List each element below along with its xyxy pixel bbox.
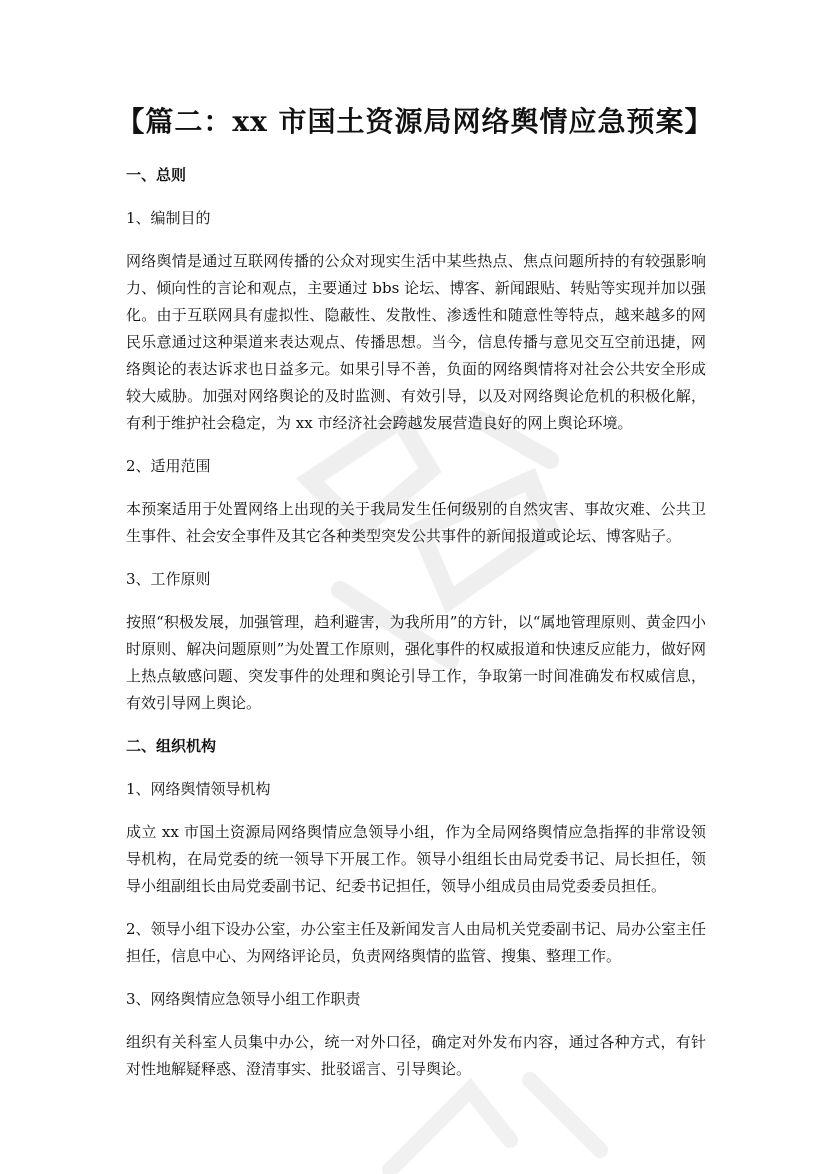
subheading-scope: 2、适用范围 xyxy=(126,457,211,475)
paragraph-principles: 按照“积极发展，加强管理，趋利避害，为我所用”的方针，以“属地管理原则、黄金四小时原则、解决问题原则”为处置工作原则，强化事件的权威报道和快速反应能力，做好网上热点敏感问题、突发事件的处理和舆论引导工作，争取第一时间准确发布权威信息，有效引导网上舆论。 xyxy=(126,613,706,712)
subheading-purpose: 1、编制目的 xyxy=(126,209,211,227)
section-heading-general: 一、总则 xyxy=(126,166,187,184)
subheading-leadership: 1、网络舆情领导机构 xyxy=(126,780,271,798)
paragraph-leadership: 成立 xx 市国土资源局网络舆情应急领导小组，作为全局网络舆情应急指挥的非常设领导机构，在局党委的统一领导下开展工作。领导小组组长由局党委书记、局长担任，领导小组副组长由局党委副书记、纪委书记担任，领导小组成员由局党委委员担任。 xyxy=(126,823,706,895)
paragraph-office: 2、领导小组下设办公室，办公室主任及新闻发言人由局机关党委副书记、局办公室主任担任，信息中心、为网络评论员，负责网络舆情的监管、搜集、整理工作。 xyxy=(126,920,706,965)
document-body xyxy=(126,162,706,1099)
section-heading-organization: 二、组织机构 xyxy=(126,737,217,755)
document-title: 【篇二：xx 市国土资源局网络舆情应急预案】 xyxy=(116,105,714,138)
subheading-principles: 3、工作原则 xyxy=(126,570,211,588)
paragraph-duties: 组织有关科室人员集中办公，统一对外口径，确定对外发布内容，通过各种方式，有针对性地解疑释惑、澄清事实、批驳谣言、引导舆论。 xyxy=(126,1033,706,1078)
paragraph-purpose: 网络舆情是通过互联网传播的公众对现实生活中某些热点、焦点问题所持的有较强影响力、倾向性的言论和观点，主要通过 bbs 论坛、博客、新闻跟贴、转贴等实现并加以强化。由于互联网具有虚拟性、隐蔽性、发散性、渗透性和随意性等特点，越来越多的网民乐意通过这种渠道来表达观点、传播思想。当今，信息传播与意见交互空前迅捷，网络舆论的表达诉求也日益多元。如果引导不善，负面的网络舆情将对社会公共安全形成较大威胁。加强对网络舆论的及时监测、有效引导，以及对网络舆论危机的积极化解，有利于维护社会稳定，为 xx 市经济社会跨越发展营造良好的网上舆论环境。 xyxy=(126,252,706,432)
paragraph-scope: 本预案适用于处置网络上出现的关于我局发生任何级别的自然灾害、事故灾难、公共卫生事件、社会安全事件及其它各种类型突发公共事件的新闻报道或论坛、博客贴子。 xyxy=(126,500,706,545)
subheading-duties: 3、网络舆情应急领导小组工作职责 xyxy=(126,990,361,1008)
